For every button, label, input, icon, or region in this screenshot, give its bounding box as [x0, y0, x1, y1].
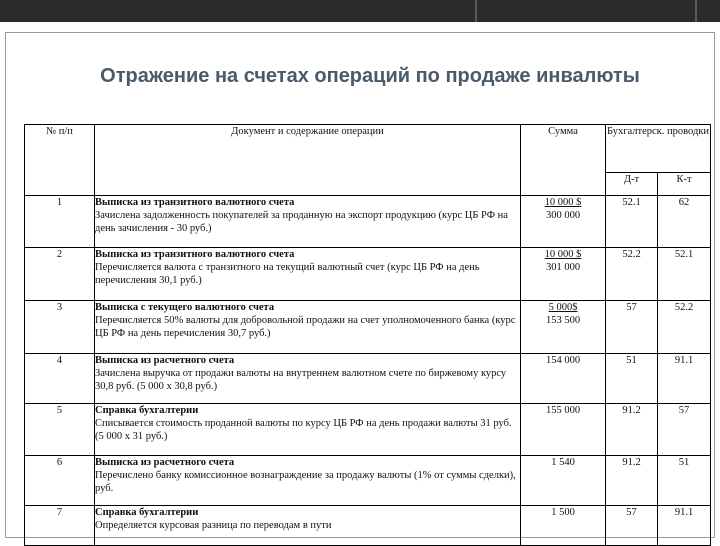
document-title: Справка бухгалтерии	[95, 507, 199, 518]
amount-primary: 155 000	[545, 405, 581, 416]
amount-primary: 5 000$	[548, 302, 578, 313]
row-credit: 91.1	[658, 354, 711, 404]
top-bar-divider	[695, 0, 697, 22]
table-row	[25, 301, 711, 354]
header-debit: Д-т	[606, 173, 658, 196]
row-number: 4	[25, 354, 95, 404]
row-amount	[521, 248, 606, 301]
amount-rub: 300 000	[545, 210, 581, 221]
document-title: Выписка из расчетного счета	[95, 457, 235, 468]
document-title: Выписка из расчетного счета	[95, 355, 235, 366]
row-document	[95, 354, 521, 404]
slide-top-bar	[0, 0, 720, 22]
amount-primary: 1 500	[551, 507, 575, 518]
document-title: Выписка из транзитного валютного счета	[95, 249, 295, 260]
row-credit: 57	[658, 404, 711, 456]
row-amount	[521, 404, 606, 456]
top-bar-divider	[475, 0, 477, 22]
operation-text: Определяется курсовая разница по переводам в пути	[95, 520, 332, 531]
amount-primary: 154 000	[545, 355, 581, 366]
row-document	[95, 456, 521, 506]
row-credit: 51	[658, 456, 711, 506]
row-debit: 57	[606, 506, 658, 546]
table-row	[25, 248, 711, 301]
row-amount	[521, 196, 606, 248]
row-number: 1	[25, 196, 95, 248]
operation-text: Перечисляется 50% валюты для добровольной продажи на счет уполномоченного банка (курс ЦБ РФ на день перечисления 30,7 руб.)	[95, 315, 516, 339]
table-row	[25, 196, 711, 248]
row-document	[95, 248, 521, 301]
row-credit: 52.2	[658, 301, 711, 354]
row-document	[95, 404, 521, 456]
row-number: 6	[25, 456, 95, 506]
table-row	[25, 404, 711, 456]
row-number: 7	[25, 506, 95, 546]
row-number: 2	[25, 248, 95, 301]
document-title: Выписка с текущего валютного счета	[95, 302, 275, 313]
slide-title: Отражение на счетах операций по продаже инвалюты	[100, 65, 640, 87]
operation-text: Перечислено банку комиссионное вознаграждение за продажу валюты (1% от суммы сделки), руб.	[95, 470, 516, 494]
row-document	[95, 301, 521, 354]
table-row	[25, 354, 711, 404]
operation-text: Зачислена задолженность покупателей за проданную на экспорт продукцию (курс ЦБ РФ на день зачисления - 30 руб.)	[95, 210, 508, 234]
row-debit: 52.1	[606, 196, 658, 248]
row-number: 5	[25, 404, 95, 456]
row-amount	[521, 354, 606, 404]
row-debit: 91.2	[606, 456, 658, 506]
row-credit: 91.1	[658, 506, 711, 546]
row-credit: 52.1	[658, 248, 711, 301]
header-number: № п/п	[25, 125, 95, 196]
table-row	[25, 456, 711, 506]
row-document	[95, 196, 521, 248]
amount-primary: 10 000 $	[544, 197, 582, 208]
row-amount	[521, 456, 606, 506]
header-sum: Сумма	[521, 125, 606, 196]
row-debit: 57	[606, 301, 658, 354]
row-debit: 91.2	[606, 404, 658, 456]
header-document: Документ и содержание операции	[95, 125, 521, 196]
row-credit: 62	[658, 196, 711, 248]
row-debit: 51	[606, 354, 658, 404]
row-number: 3	[25, 301, 95, 354]
document-title: Выписка из транзитного валютного счета	[95, 197, 295, 208]
operation-text: Списывается стоимость проданной валюты по курсу ЦБ РФ на день продажи валюты 31 руб. (5 000 х 31 руб.)	[95, 418, 512, 442]
amount-primary: 1 540	[551, 457, 575, 468]
row-debit: 52.2	[606, 248, 658, 301]
operations-table	[24, 124, 711, 546]
header-credit: К-т	[658, 173, 711, 196]
amount-primary: 10 000 $	[544, 249, 582, 260]
operation-text: Перечисляется валюта с транзитного на текущий валютный счет (курс ЦБ РФ на день перечисления 30,1 руб.)	[95, 262, 480, 286]
amount-rub: 301 000	[545, 262, 581, 273]
amount-rub: 153 500	[545, 315, 581, 326]
row-amount	[521, 301, 606, 354]
document-title: Справка бухгалтерии	[95, 405, 199, 416]
header-accounting: Бухгалтерск. проводки	[606, 125, 711, 173]
operation-text: Зачислена выручка от продажи валюты на внутреннем валютном счете по биржевому курсу 30,8 руб. (5 000 х 30,8 руб.)	[95, 368, 507, 392]
